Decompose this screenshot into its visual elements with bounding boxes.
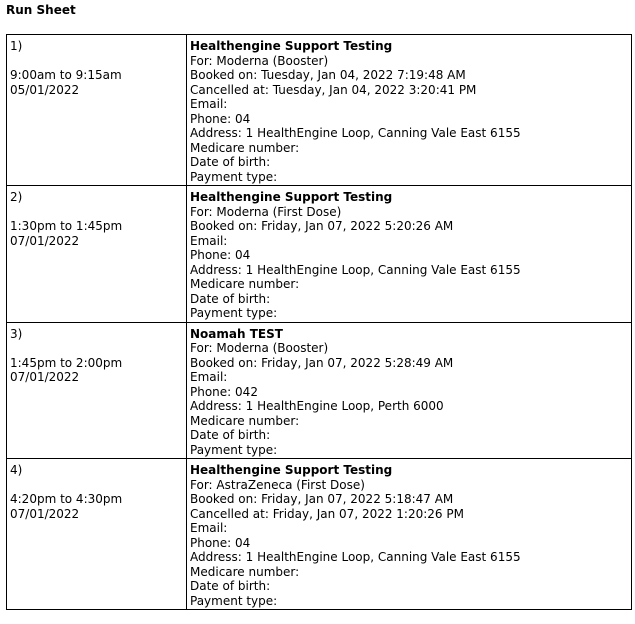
appointment-date: 07/01/2022 xyxy=(10,370,80,384)
spacer xyxy=(10,478,183,493)
date-of-birth-line xyxy=(190,155,628,170)
field-label: Cancelled at: xyxy=(190,82,269,97)
field-label: Cancelled at: xyxy=(190,506,269,521)
phone-line xyxy=(190,536,628,551)
run-sheet-table xyxy=(6,34,632,610)
email-line xyxy=(190,234,628,249)
phone-line xyxy=(190,248,628,263)
address-line xyxy=(190,399,628,414)
appointment-time-cell xyxy=(7,186,187,323)
email-line xyxy=(190,521,628,536)
address-line xyxy=(190,126,628,141)
appointment-time-cell xyxy=(7,459,187,610)
run-sheet-rows xyxy=(7,35,632,610)
patient-name: Noamah TEST xyxy=(190,326,283,341)
phone-line xyxy=(190,112,628,127)
medicare-number-line xyxy=(190,141,628,156)
cancelled-at-line xyxy=(190,507,628,522)
table-row xyxy=(7,322,632,459)
field-value: Moderna (Booster) xyxy=(216,53,329,68)
field-value: Friday, Jan 07, 2022 1:20:26 PM xyxy=(272,506,464,521)
for-line xyxy=(190,205,628,220)
field-label: Phone: xyxy=(190,111,232,126)
for-line xyxy=(190,54,628,69)
field-label: Booked on: xyxy=(190,219,258,233)
field-value: 04 xyxy=(235,248,251,262)
field-value: 1 HealthEngine Loop, Perth 6000 xyxy=(245,399,444,413)
medicare-number-line xyxy=(190,414,628,429)
booked-on-line xyxy=(190,356,628,371)
appointment-date: 07/01/2022 xyxy=(10,506,80,521)
field-label: For: xyxy=(190,477,213,492)
spacer xyxy=(10,341,183,356)
field-label: Booked on: xyxy=(190,492,258,506)
field-label: Booked on: xyxy=(190,68,258,82)
field-value: Friday, Jan 07, 2022 5:18:47 AM xyxy=(261,492,454,506)
page-title: Run Sheet xyxy=(6,3,76,17)
field-label: Address: xyxy=(190,262,242,277)
field-label: For: xyxy=(190,204,213,219)
field-label: Date of birth: xyxy=(190,579,271,593)
date-of-birth-line xyxy=(190,579,628,594)
date-of-birth-line xyxy=(190,428,628,443)
field-label: Email: xyxy=(190,370,228,384)
table-row xyxy=(7,186,632,323)
field-value: Moderna (Booster) xyxy=(216,341,329,355)
field-label: Phone: xyxy=(190,384,232,399)
cancelled-at-line xyxy=(190,83,628,98)
payment-type-line xyxy=(190,306,628,321)
field-value: 04 xyxy=(235,111,251,126)
field-label: Address: xyxy=(190,126,242,140)
field-value: 042 xyxy=(235,384,258,399)
field-label: Address: xyxy=(190,399,242,413)
field-label: Phone: xyxy=(190,535,232,550)
field-label: Payment type: xyxy=(190,442,278,457)
date-of-birth-line xyxy=(190,292,628,307)
field-value: Tuesday, Jan 04, 2022 7:19:48 AM xyxy=(261,68,466,82)
medicare-number-line xyxy=(190,277,628,292)
appointment-details-cell xyxy=(187,459,632,610)
table-row xyxy=(7,35,632,186)
field-value: 04 xyxy=(235,535,251,550)
field-value: Moderna (First Dose) xyxy=(216,204,342,219)
field-label: For: xyxy=(190,341,213,355)
address-line xyxy=(190,263,628,278)
field-value: Friday, Jan 07, 2022 5:20:26 AM xyxy=(261,219,454,233)
payment-type-line xyxy=(190,443,628,458)
booked-on-line xyxy=(190,219,628,234)
field-label: Medicare number: xyxy=(190,277,300,291)
appointment-date: 07/01/2022 xyxy=(10,233,80,248)
field-label: Payment type: xyxy=(190,306,278,320)
appointment-details-cell xyxy=(187,186,632,323)
field-label: Payment type: xyxy=(190,169,278,184)
appointment-date: 05/01/2022 xyxy=(10,82,80,97)
field-label: Booked on: xyxy=(190,355,258,370)
field-label: Medicare number: xyxy=(190,413,300,428)
field-label: Address: xyxy=(190,550,242,564)
field-value: Friday, Jan 07, 2022 5:28:49 AM xyxy=(261,355,454,370)
entry-number: 3) xyxy=(10,326,23,341)
field-value: 1 HealthEngine Loop, Canning Vale East 6155 xyxy=(245,550,521,564)
field-label: Payment type: xyxy=(190,593,278,608)
field-value: 1 HealthEngine Loop, Canning Vale East 6155 xyxy=(245,126,521,140)
field-label: Email: xyxy=(190,97,228,111)
email-line xyxy=(190,370,628,385)
medicare-number-line xyxy=(190,565,628,580)
field-label: Date of birth: xyxy=(190,291,271,306)
entry-number: 4) xyxy=(10,463,23,477)
appointment-details-cell xyxy=(187,322,632,459)
time-range: 9:00am to 9:15am xyxy=(10,68,122,82)
field-label: For: xyxy=(190,53,213,68)
time-range: 1:45pm to 2:00pm xyxy=(10,355,123,370)
for-line xyxy=(190,478,628,493)
patient-name: Healthengine Support Testing xyxy=(190,39,393,53)
patient-name: Healthengine Support Testing xyxy=(190,463,393,477)
field-label: Medicare number: xyxy=(190,564,300,579)
field-label: Phone: xyxy=(190,248,232,262)
phone-line xyxy=(190,385,628,400)
field-value: Tuesday, Jan 04, 2022 3:20:41 PM xyxy=(272,82,477,97)
field-label: Date of birth: xyxy=(190,155,271,169)
spacer xyxy=(10,54,183,69)
appointment-time-cell xyxy=(7,35,187,186)
email-line xyxy=(190,97,628,112)
appointment-time-cell xyxy=(7,322,187,459)
time-range: 1:30pm to 1:45pm xyxy=(10,219,123,233)
field-value: 1 HealthEngine Loop, Canning Vale East 6155 xyxy=(245,262,521,277)
payment-type-line xyxy=(190,170,628,185)
appointment-details-cell xyxy=(187,35,632,186)
spacer xyxy=(10,205,183,220)
field-value: AstraZeneca (First Dose) xyxy=(216,477,365,492)
address-line xyxy=(190,550,628,565)
booked-on-line xyxy=(190,68,628,83)
entry-number: 2) xyxy=(10,190,23,204)
field-label: Medicare number: xyxy=(190,140,300,155)
payment-type-line xyxy=(190,594,628,609)
patient-name: Healthengine Support Testing xyxy=(190,190,393,204)
for-line xyxy=(190,341,628,356)
entry-number: 1) xyxy=(10,39,23,53)
field-label: Date of birth: xyxy=(190,428,271,442)
time-range: 4:20pm to 4:30pm xyxy=(10,492,123,506)
table-row xyxy=(7,459,632,610)
booked-on-line xyxy=(190,492,628,507)
field-label: Email: xyxy=(190,521,228,535)
field-label: Email: xyxy=(190,233,228,248)
